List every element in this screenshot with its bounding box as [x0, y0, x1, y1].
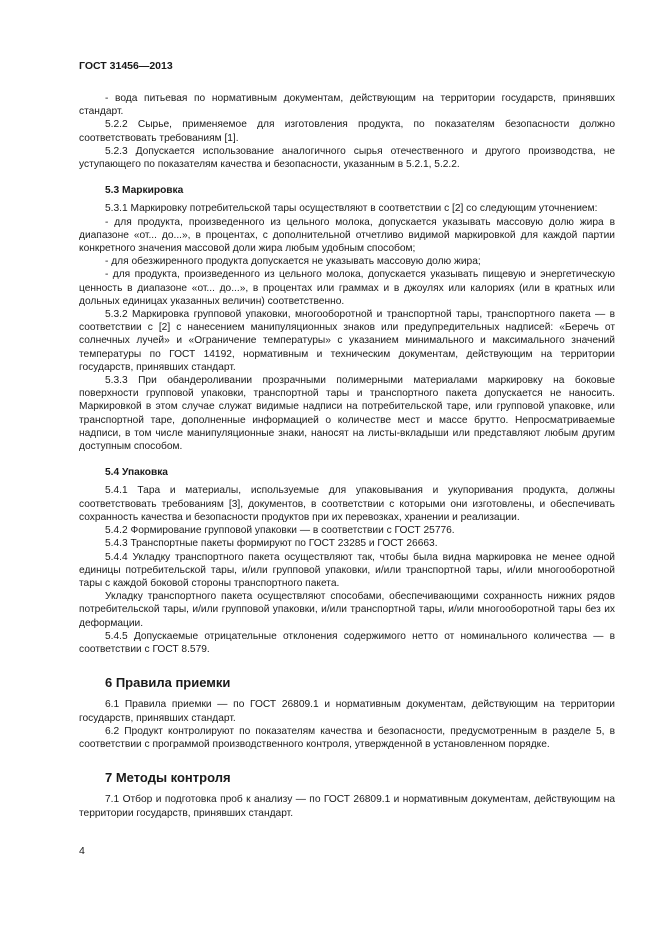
paragraph: - для продукта, произведенного из цельного молока, допускается указывать массовую долю жира в диапазоне «от... до...», в процентах, с дополнительной отчетливо видимой маркировкой для каждой партии конкретного значения массовой доли жира любым удобным способом;	[79, 216, 615, 255]
paragraph: 5.3.3 При обандероливании прозрачными полимерными материалами маркировку на боковые поверхности групповой упаковки, транспортной тары и транспортного пакета допускается не наносить. Маркировкой в этом случае служат видимые надписи на потребительской таре, или групповой упаковке, или транспортной таре, дополненные информацией о количестве мест и массе брутто. Непросматриваемые надписи, в том числе манипуляционные знаки, наносят на листы-вкладыши или представляют любым другим доступным способом.	[79, 375, 615, 453]
paragraph: - вода питьевая по нормативным документам, действующим на территории государств, принявших стандарт.	[79, 93, 615, 118]
paragraph: 5.4.5 Допускаемые отрицательные отклонения содержимого нетто от номинального количества — в соответствии с ГОСТ 8.579.	[79, 630, 615, 655]
paragraph: 5.2.2 Сырье, применяемое для изготовления продукта, по показателям безопасности должно соответствовать требованиям [1].	[79, 119, 615, 144]
section-heading: 7 Методы контроля	[105, 770, 231, 786]
paragraph: Укладку транспортного пакета осуществляют способами, обеспечивающими сохранность нижних рядов потребительской тары, и/или групповой упаковки, и/или транспортной тары, и/или многооборотной тары без их деформации.	[79, 591, 615, 629]
paragraph: 5.3.1 Маркировку потребительской тары осуществляют в соответствии с [2] со следующим уточнением:	[105, 203, 598, 215]
paragraph: 6.2 Продукт контролируют по показателям качества и безопасности, предусмотренным в разделе 5, в соответствии с программой производственного контроля, утвержденной в установленном порядке.	[79, 725, 615, 750]
paragraph: 5.4.2 Формирование групповой упаковки — в соответствии с ГОСТ 25776.	[105, 525, 455, 537]
document-body	[79, 92, 615, 820]
paragraph: 5.4.4 Укладку транспортного пакета осуществляют так, чтобы была видна маркировка не менее одной единицы потребительской тары, и/или групповой упаковки, и/или транспортной тары, и/или многооборотной тары с каждой боковой стороны транспортного пакета.	[79, 551, 615, 589]
section-heading: 6 Правила приемки	[105, 675, 231, 691]
paragraph: 5.2.3 Допускается использование аналогичного сырья отечественного и другого производства, не уступающего по показателям качества и безопасности, указанным в 5.2.1, 5.2.2.	[79, 145, 615, 171]
paragraph: 5.4.3 Транспортные пакеты формируют по ГОСТ 23285 и ГОСТ 26663.	[105, 538, 438, 550]
page-number: 4	[79, 845, 85, 857]
paragraph: - для обезжиренного продукта допускается не указывать массовую долю жира;	[105, 256, 481, 268]
paragraph: 6.1 Правила приемки — по ГОСТ 26809.1 и нормативным документам, действующим на территории государств, принявших стандарт.	[79, 699, 615, 724]
subsection-heading: 5.3 Маркировка	[105, 185, 184, 197]
paragraph: 5.3.2 Маркировка групповой упаковки, многооборотной и транспортной тары, транспортного пакета — в соответствии с [2] с нанесением манипуляционных знаков или предупредительных надписей: «Беречь от солнечных лучей» и «Ограничение температуры» с указанием минимального и максимального значений температуры по ГОСТ 14192, нормативным и техническим документам, действующим на территории государств, принявших стандарт.	[79, 309, 615, 373]
paragraph: - для продукта, произведенного из цельного молока, допускается указывать пищевую и энергетическую ценность в диапазоне «от... до...», в процентах или граммах и в джоулях или калориях (или в кратных или дольных единицах указанных величин) соответственно.	[79, 269, 615, 307]
subsection-heading: 5.4 Упаковка	[105, 467, 168, 479]
document-header: ГОСТ 31456—2013	[79, 60, 173, 72]
paragraph: 5.4.1 Тара и материалы, используемые для упаковывания и укупоривания продукта, должны соответствовать требованиям [3], документов, в соответствии с которыми они изготовлены, и обеспечивать сохранность качества и безопасности продуктов при их перевозках, хранении и реализации.	[79, 485, 615, 523]
paragraph: 7.1 Отбор и подготовка проб к анализу — по ГОСТ 26809.1 и нормативным документам, действующим на территории государств, принявших стандарт.	[79, 794, 615, 819]
